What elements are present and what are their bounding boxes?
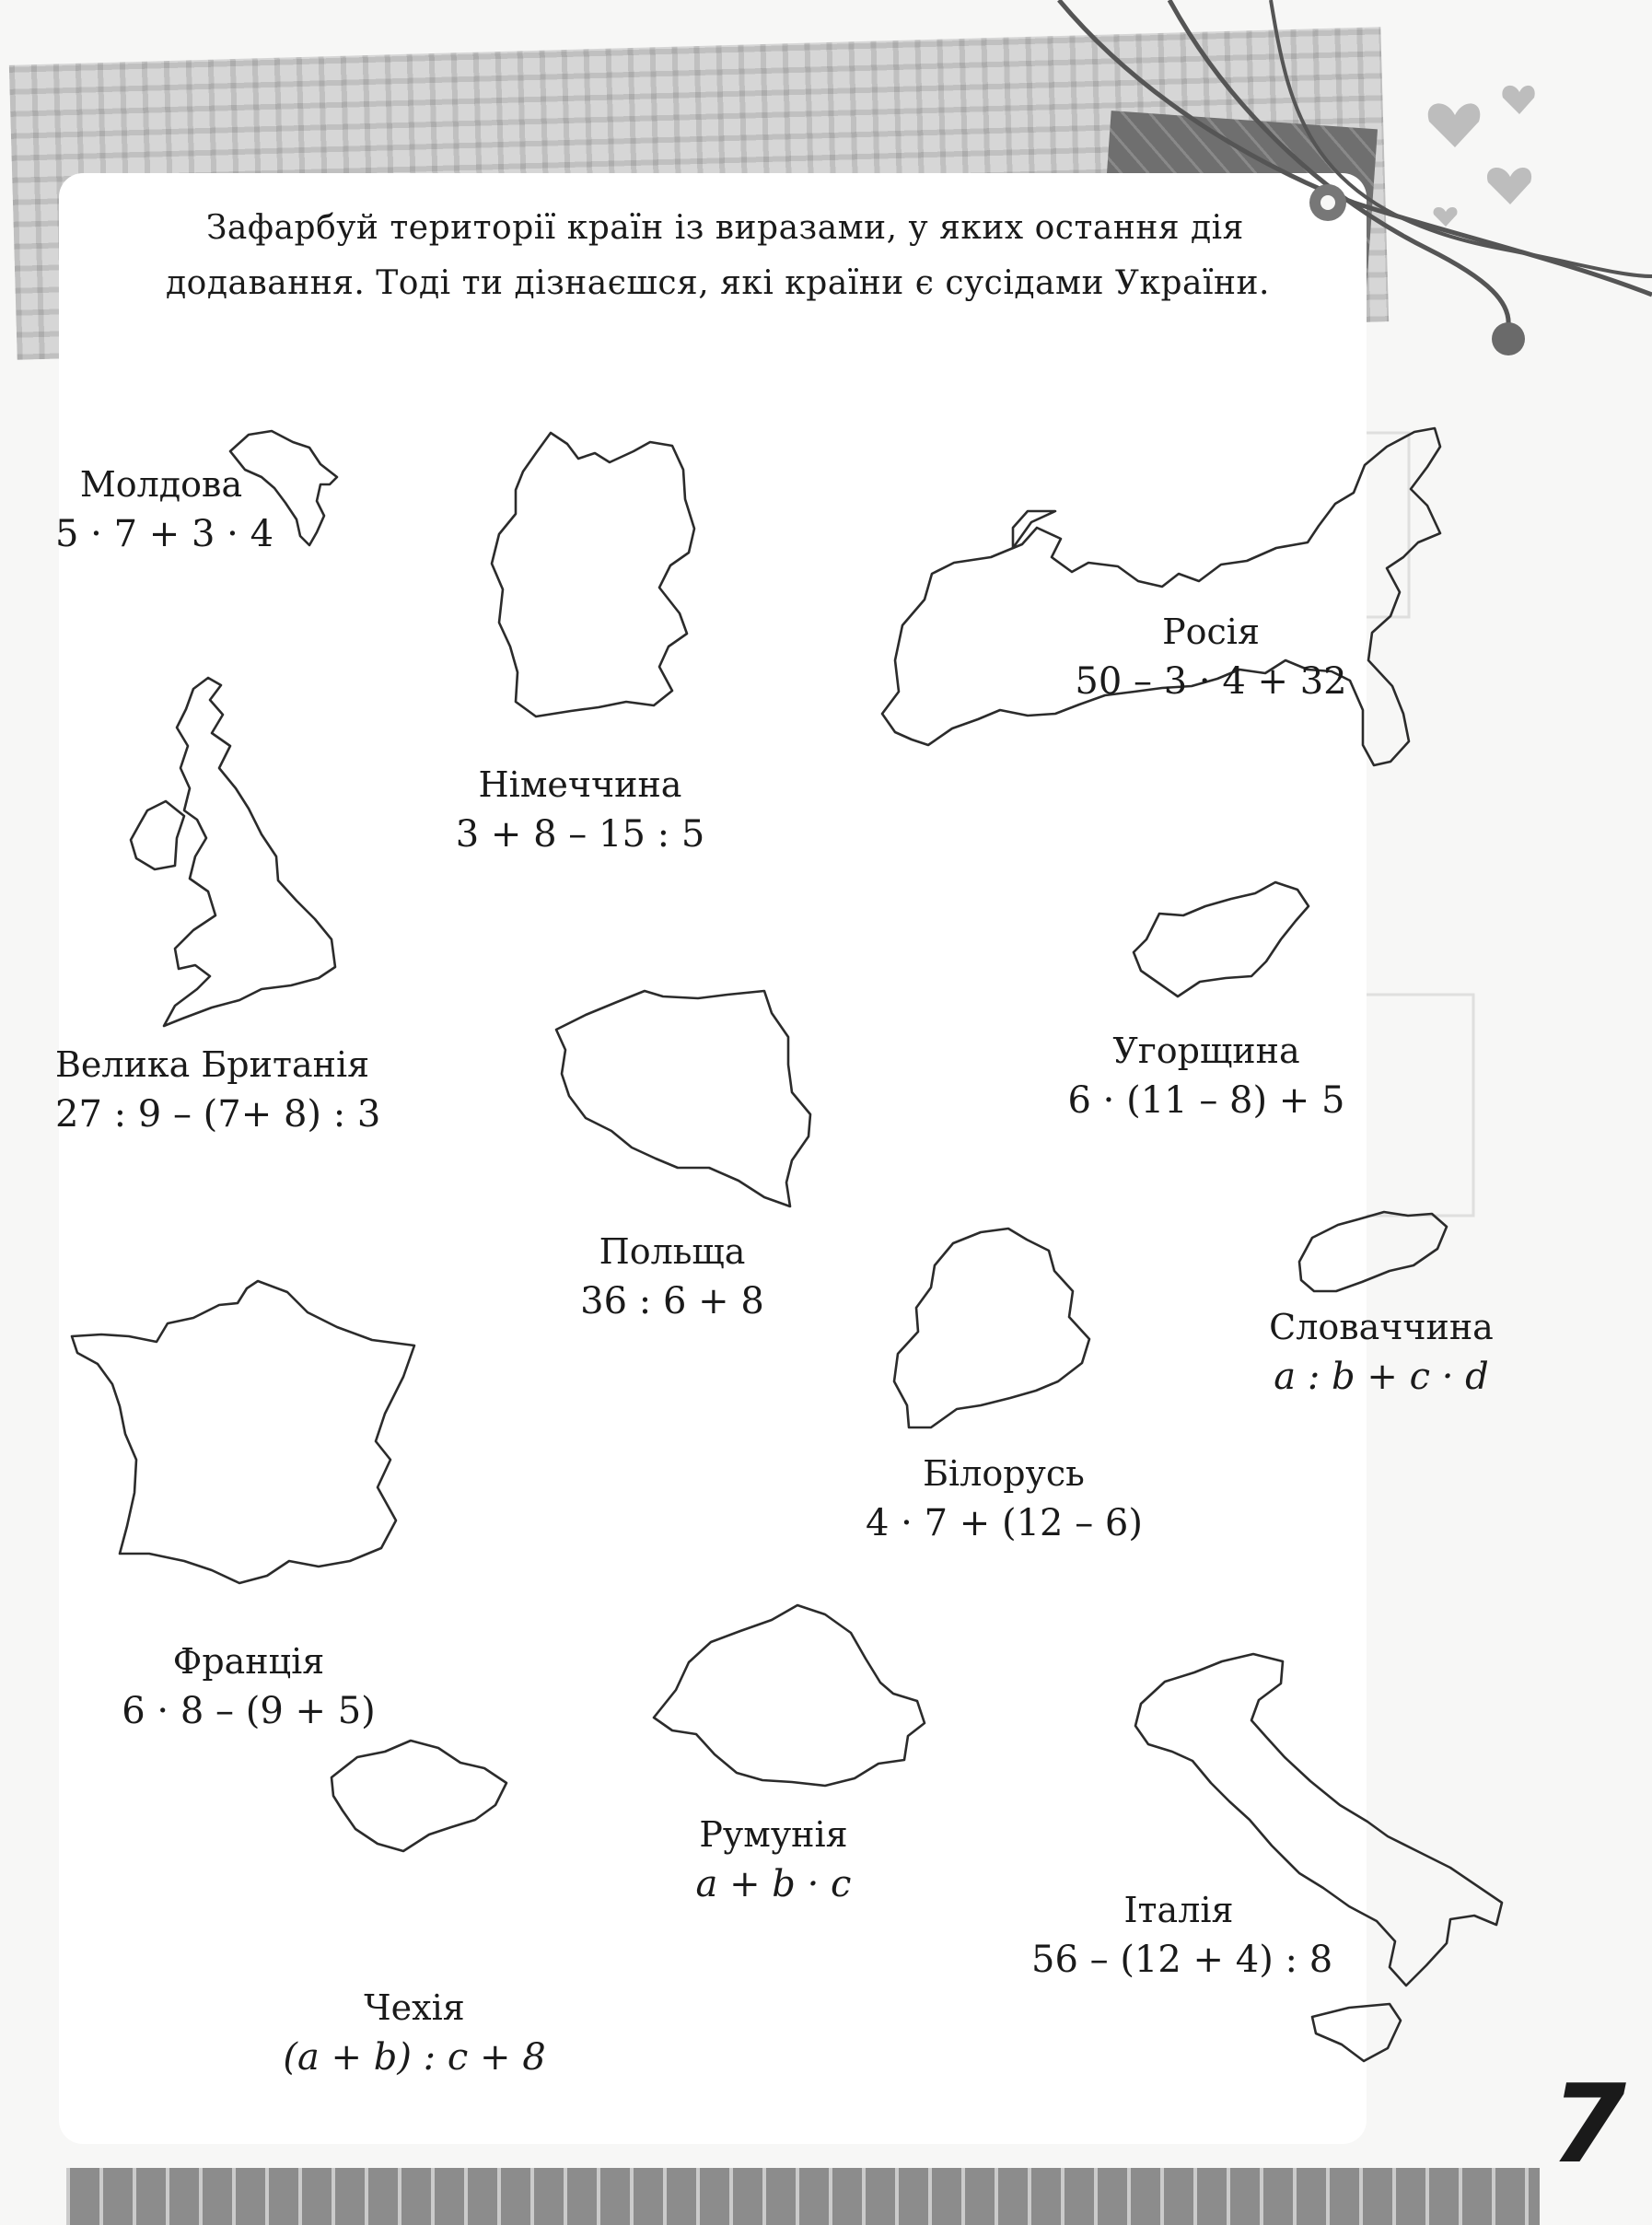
country-label-slovakia xyxy=(1243,1303,1519,1403)
country-label-france xyxy=(111,1637,387,1737)
country-label-romania xyxy=(645,1811,902,1910)
country-label-czech-republic xyxy=(276,1984,553,2083)
country-name: Росія xyxy=(1162,612,1260,652)
country-expression: 3 + 8 – 15 : 5 xyxy=(455,813,705,856)
country-name: Польща xyxy=(599,1231,746,1272)
country-expression: 27 : 9 – (7+ 8) : 3 xyxy=(55,1093,381,1136)
country-label-great-britain xyxy=(55,1041,381,1140)
task-instruction: Зафарбуй території країн із виразами, у яких остання дія додавання. Тоді ти дізнаєшся, які країни є сусідами України. xyxy=(166,209,1270,302)
country-expression: a + b · c xyxy=(695,1863,852,1905)
country-name: Румунія xyxy=(699,1814,848,1855)
country-expression: 56 – (12 + 4) : 8 xyxy=(1031,1939,1333,1981)
country-name: Німеччина xyxy=(478,764,682,805)
bottom-decorative-strip xyxy=(66,2168,1540,2225)
country-name: Італія xyxy=(1123,1890,1234,1930)
belarus-map xyxy=(889,1225,1100,1446)
country-expression: 6 · 8 – (9 + 5) xyxy=(122,1690,376,1732)
hungary-map xyxy=(1128,875,1312,1013)
great-britain-map xyxy=(120,672,359,1031)
slovakia-map xyxy=(1294,1206,1450,1299)
country-label-poland xyxy=(543,1228,801,1327)
country-label-belarus xyxy=(866,1450,1142,1549)
country-name: Молдова xyxy=(79,464,243,505)
country-name: Словаччина xyxy=(1269,1307,1494,1347)
heart-icon xyxy=(1418,74,1556,239)
germany-map xyxy=(479,425,718,739)
country-label-russia xyxy=(1059,608,1363,707)
country-expression: (a + b) : c + 8 xyxy=(283,2036,546,2079)
country-label-moldova xyxy=(55,460,274,560)
country-label-hungary xyxy=(1059,1027,1354,1126)
country-expression: 6 · (11 – 8) + 5 xyxy=(1067,1079,1345,1122)
country-label-italy xyxy=(1031,1886,1333,1986)
country-expression: 4 · 7 + (12 – 6) xyxy=(866,1502,1143,1544)
decorative-ribbon-icon xyxy=(1041,0,1652,387)
country-name: Франція xyxy=(172,1641,325,1682)
country-name: Білорусь xyxy=(923,1453,1085,1494)
country-name: Велика Британія xyxy=(55,1044,370,1085)
country-expression: 5 · 7 + 3 · 4 xyxy=(55,513,274,555)
france-map xyxy=(64,1276,433,1607)
country-expression: 36 : 6 + 8 xyxy=(580,1280,764,1322)
country-name: Чехія xyxy=(364,1987,465,2028)
country-label-germany xyxy=(442,761,718,860)
country-expression: a : b + c · d xyxy=(1274,1356,1489,1398)
italy-map xyxy=(1128,1648,1515,2072)
czech-republic-map xyxy=(322,1731,516,1860)
romania-map xyxy=(645,1598,930,1791)
poland-map xyxy=(543,985,820,1225)
page-number: 7 xyxy=(1550,2060,1627,2187)
country-name: Угорщина xyxy=(1112,1031,1300,1071)
country-expression: 50 – 3 · 4 + 32 xyxy=(1075,660,1347,703)
